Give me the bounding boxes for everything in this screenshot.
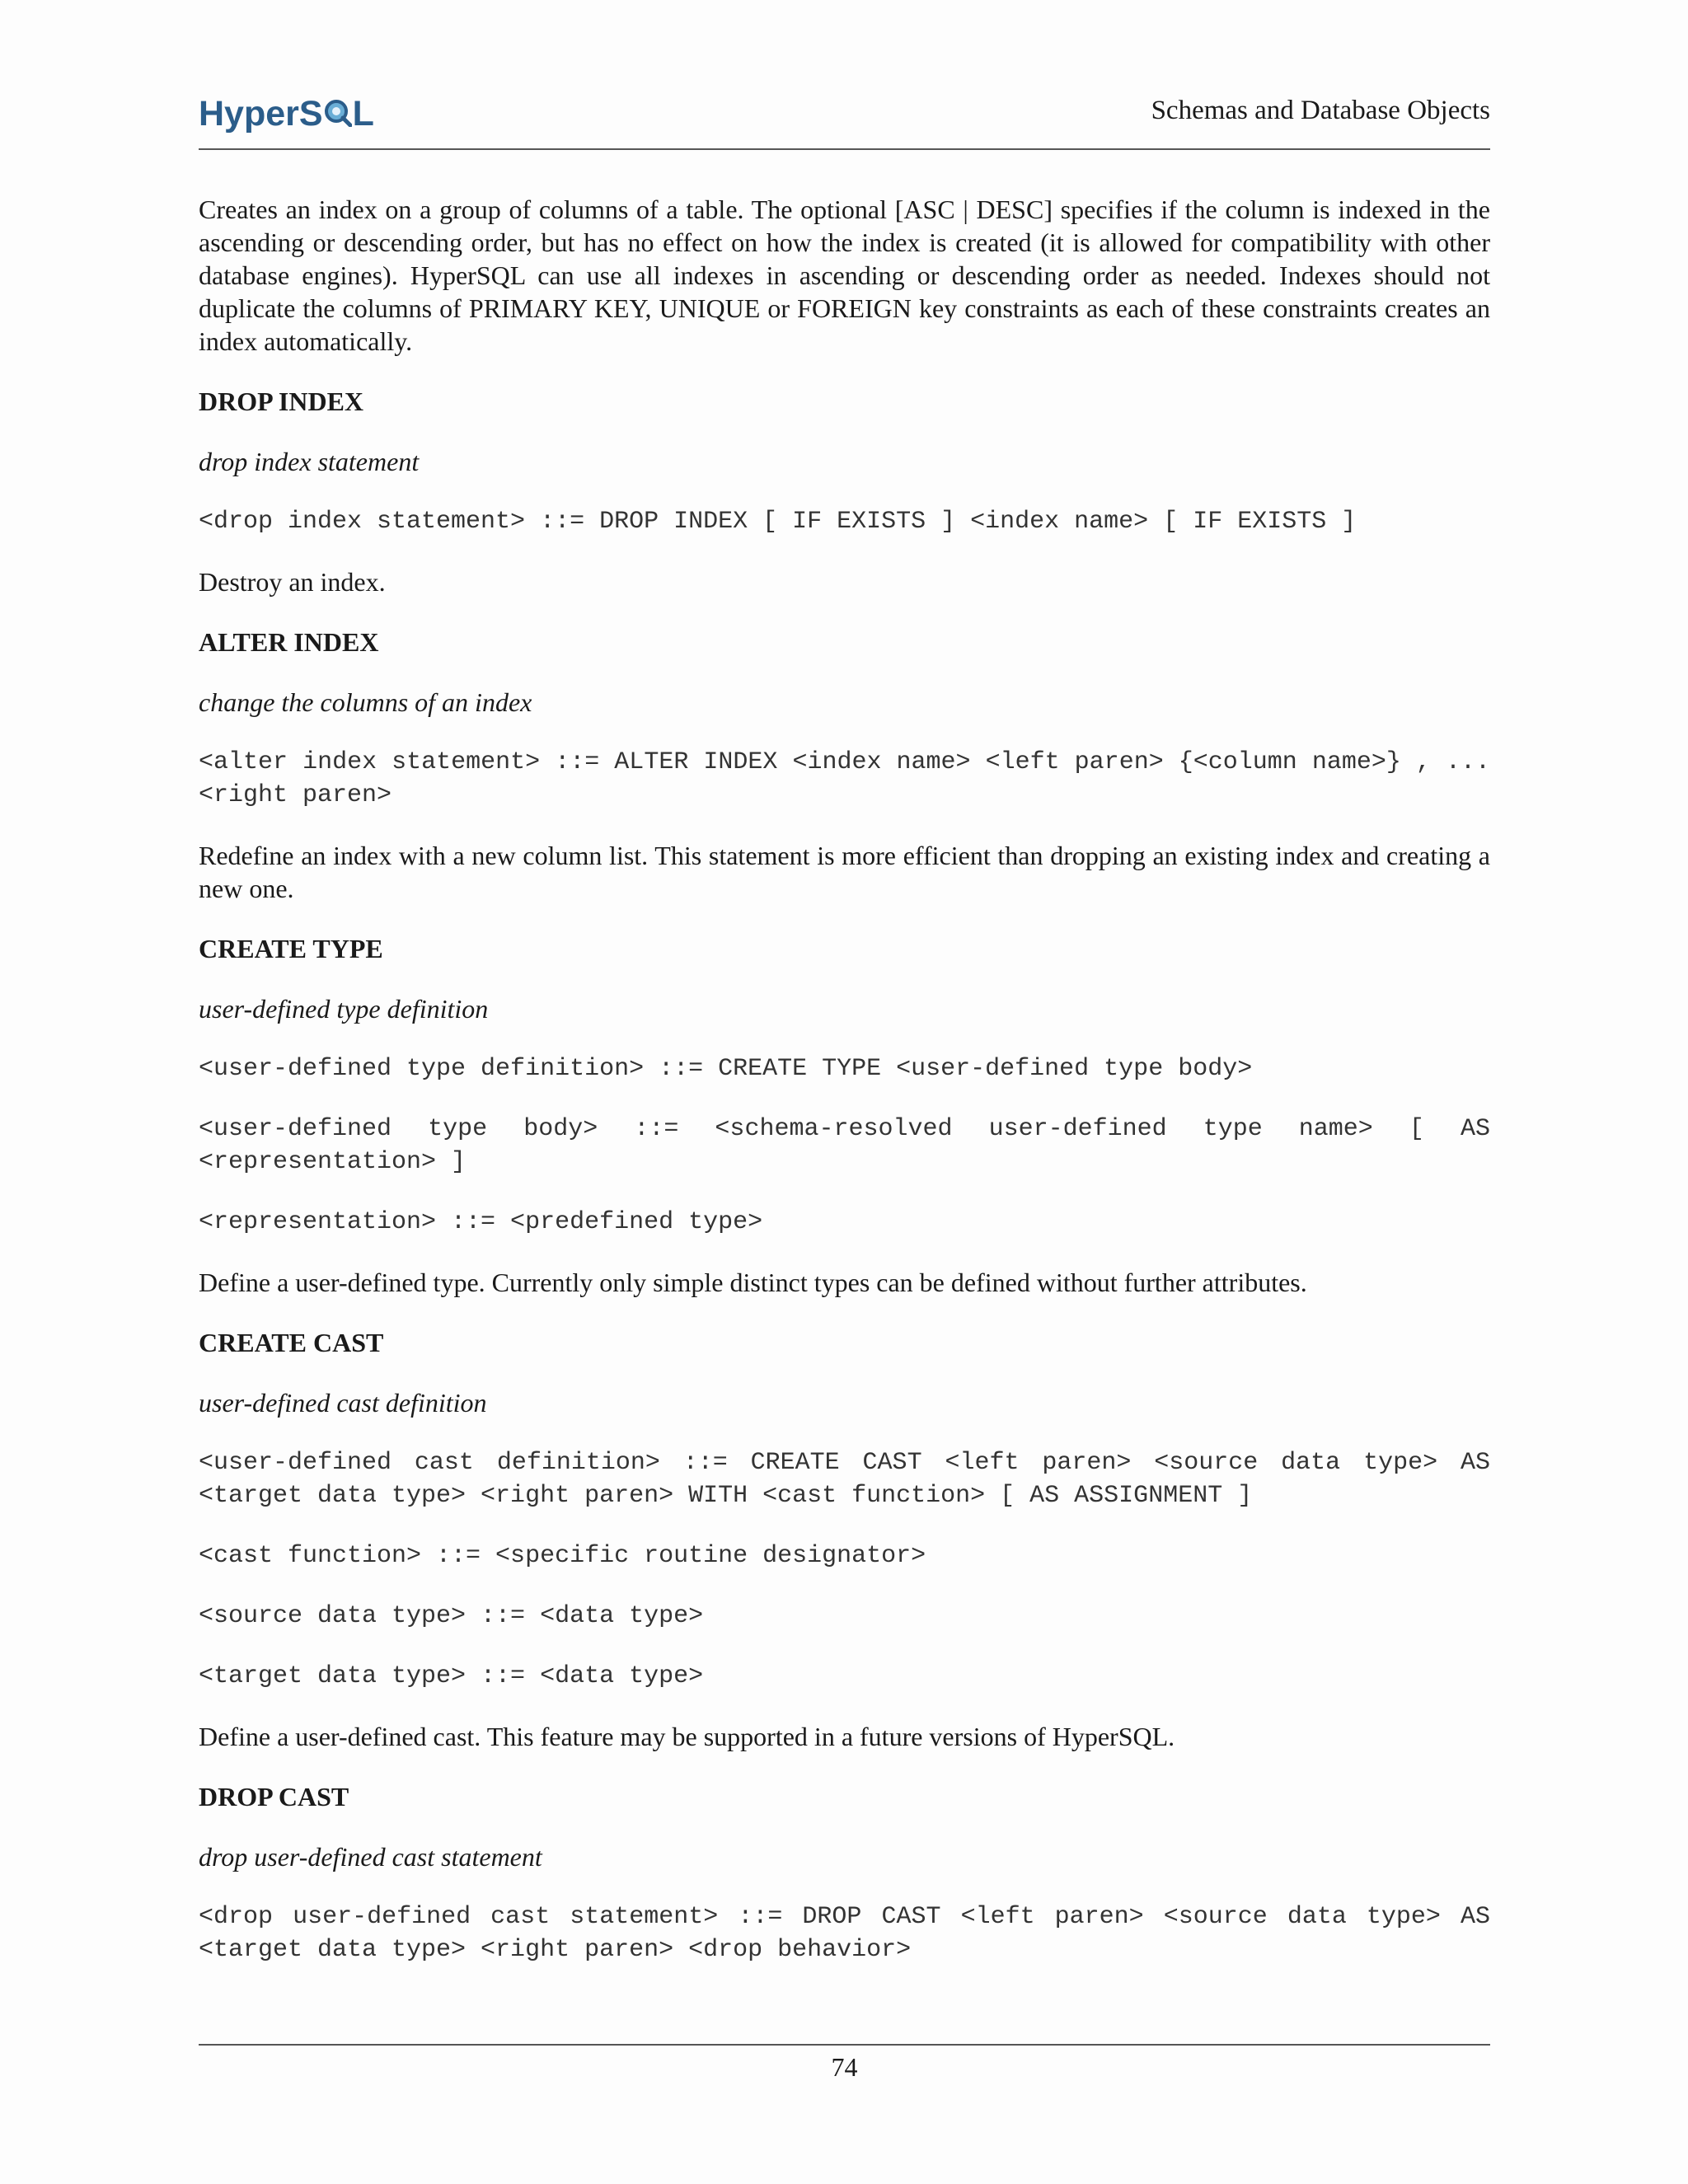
create-cast-syntax-4: <target data type> ::= <data type> bbox=[199, 1662, 704, 1690]
create-cast-syntax-3: <source data type> ::= <data type> bbox=[199, 1602, 704, 1630]
alter-index-heading: ALTER INDEX bbox=[199, 627, 379, 657]
create-type-heading: CREATE TYPE bbox=[199, 934, 383, 963]
create-type-syntax-3: <representation> ::= <predefined type> bbox=[199, 1208, 763, 1236]
drop-index-subheading: drop index statement bbox=[199, 447, 420, 476]
section-title: Schemas and Database Objects bbox=[1151, 96, 1490, 125]
drop-cast-subheading: drop user-defined cast statement bbox=[199, 1842, 542, 1872]
create-cast-subheading: user-defined cast definition bbox=[199, 1388, 487, 1418]
page-footer bbox=[199, 2044, 1490, 2083]
alter-index-description: Redefine an index with a new column list. This statement is more efficient than dropping an existing index and creating a new one. bbox=[199, 841, 1490, 903]
page-content bbox=[199, 193, 1490, 1994]
page-header bbox=[199, 91, 1490, 150]
logo-text-left: HyperS bbox=[199, 94, 323, 134]
alter-index-subheading: change the columns of an index bbox=[199, 687, 532, 717]
create-type-description: Define a user-defined type. Currently only simple distinct types can be defined without further attributes. bbox=[199, 1268, 1307, 1297]
create-cast-heading: CREATE CAST bbox=[199, 1328, 384, 1357]
drop-index-heading: DROP INDEX bbox=[199, 387, 364, 416]
create-type-subheading: user-defined type definition bbox=[199, 994, 489, 1024]
hypersql-logo bbox=[199, 94, 374, 134]
page-number: 74 bbox=[831, 2052, 858, 2082]
create-type-syntax-1: <user-defined type definition> ::= CREATE TYPE <user-defined type body> bbox=[199, 1055, 1253, 1083]
create-cast-syntax-2: <cast function> ::= <specific routine designator> bbox=[199, 1542, 926, 1570]
create-cast-syntax-1: <user-defined cast definition> ::= CREATE CAST <left paren> <source data type> AS <target data type> <right paren> WITH <cast function> [ AS ASSIGNMENT ] bbox=[199, 1449, 1490, 1510]
drop-cast-heading: DROP CAST bbox=[199, 1782, 349, 1811]
drop-index-syntax: <drop index statement> ::= DROP INDEX [ IF EXISTS ] <index name> [ IF EXISTS ] bbox=[199, 508, 1357, 536]
drop-cast-syntax: <drop user-defined cast statement> ::= DROP CAST <left paren> <source data type> AS <target data type> <right paren> <drop behavior> bbox=[199, 1903, 1490, 1964]
create-type-syntax-2: <user-defined type body> ::= <schema-resolved user-defined type name> [ AS <representation> ] bbox=[199, 1115, 1490, 1176]
intro-paragraph: Creates an index on a group of columns of a table. The optional [ASC | DESC] specifies if the column is indexed in the ascending or descending order, but has no effect on how the index is created (it is allowed for compatibility with other database engines). HyperSQL can use all indexes in ascending or descending order as needed. Indexes should not duplicate the columns of PRIMARY KEY, UNIQUE or FOREIGN key constraints as each of these constraints creates an index automatically. bbox=[199, 194, 1490, 356]
magnifier-q-icon bbox=[324, 99, 352, 127]
drop-index-description: Destroy an index. bbox=[199, 567, 386, 597]
logo-text-right: L bbox=[352, 94, 374, 134]
alter-index-syntax: <alter index statement> ::= ALTER INDEX <index name> <left paren> {<column name>} , ... <right paren> bbox=[199, 748, 1490, 809]
create-cast-description: Define a user-defined cast. This feature may be supported in a future versions of HyperSQL. bbox=[199, 1722, 1175, 1751]
